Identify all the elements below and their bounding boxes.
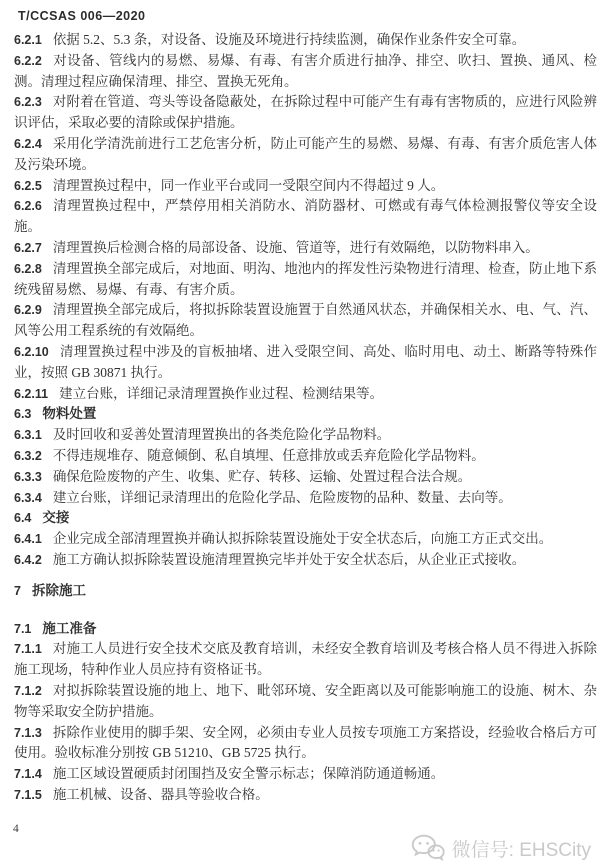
clause-paragraph [14,238,597,259]
clause-number: 6.2.11 [14,386,49,401]
clause-paragraph [14,51,597,93]
clause-paragraph [14,723,597,765]
clause-number: 6.4.2 [14,552,42,567]
clause-number: 6.2.3 [14,95,42,110]
clause-paragraph [14,342,597,384]
clause-paragraph [14,176,597,197]
clause-paragraph [14,764,597,785]
clause-number: 6.2.10 [14,344,49,359]
clause-number: 6.2.6 [14,199,42,214]
clause-text: 对附着在管道、弯头等设备隐蔽处，在拆除过程中可能产生有毒有害物质的，应进行风险辨识评估，采取必要的清除或保护措施。 [14,94,597,131]
clause-text: 清理置换全部完成后，对地面、明沟、地池内的挥发性污染物进行清理、检查，防止地下系统残留易燃、易爆、有毒、有害介质。 [14,260,597,297]
document-code-header: T/CCSAS 006—2020 [18,9,146,23]
clause-text: 拆除作业使用的脚手架、安全网，必须由专业人员按专项施工方案搭设，经验收合格后方可使用。验收标准分别按 GB 51210、GB 5725 执行。 [14,724,597,761]
clause-number: 7.1.5 [14,787,42,802]
clause-paragraph [14,529,597,550]
clause-paragraph [14,196,597,238]
clause-text: 对拟拆除装置设施的地上、地下、毗邻环境、安全距离以及可能影响施工的设施、树木、杂物等采取安全防护措施。 [14,682,597,719]
clause-number: 7.1.3 [14,725,42,740]
page-number: 4 [13,823,19,835]
clause-number: 7.1.1 [14,642,42,657]
clause-paragraph [14,134,597,176]
clause-text: 清理置换过程中，同一作业平台或同一受限空间内不得超过 9 人。 [52,177,445,193]
clause-text: 对设备、管线内的易燃、易爆、有毒、有害介质进行抽净、排空、吹扫、置换、通风、检测。清理过程应确保清理、排空、置换无死角。 [14,52,597,89]
clause-text: 不得违规堆存、随意倾倒、私自填埋、任意排放或丢弃危险化学品物料。 [52,447,485,463]
clause-text: 清理置换过程中，严禁停用相关消防水、消防器材、可燃或有毒气体检测报警仪等安全设施。 [14,198,597,235]
clause-text: 及时回收和妥善处置清理置换出的各类危险化学品物料。 [52,427,391,443]
clause-number: 6.4 [14,511,32,526]
clause-number: 6.3.3 [14,469,42,484]
clause-paragraph [14,384,597,405]
clause-paragraph [14,681,597,723]
section-heading [14,508,597,529]
clause-text: 施工方确认拟拆除装置设施清理置换完毕并处于安全状态后，从企业正式接收。 [52,551,526,567]
clause-number: 7 [14,583,21,598]
section-heading [14,404,597,425]
clause-paragraph [14,550,597,571]
clause-number: 6.4.1 [14,532,42,547]
clause-text: 拆除施工 [31,582,86,598]
clause-paragraph [14,425,597,446]
clause-number: 6.2.7 [14,240,42,255]
clause-text: 依据 5.2、5.3 条，对设备、设施及环境进行持续监测，确保作业条件安全可靠。 [52,32,526,47]
clause-paragraph [14,300,597,342]
clause-paragraph [14,259,597,301]
wechat-icon [411,834,445,862]
clause-number: 7.1.2 [14,683,42,698]
clause-number: 6.2.2 [14,53,42,68]
clause-paragraph [14,785,597,806]
clause-paragraph [14,30,597,51]
clause-number: 6.2.5 [14,178,42,193]
clause-text: 采用化学清洗前进行工艺危害分析，防止可能产生的易燃、易爆、有毒、有害介质危害人体及污染环境。 [14,135,597,172]
clause-text: 施工机械、设备、器具等验收合格。 [52,786,269,802]
clause-text: 建立台账，详细记录清理出的危险化学品、危险废物的品种、数量、去向等。 [52,489,512,505]
clause-paragraph [14,467,597,488]
clause-paragraph [14,446,597,467]
clause-text: 物料处置 [42,406,97,422]
clause-paragraph [14,92,597,134]
clause-text: 施工准备 [42,620,97,636]
clause-number: 6.3.4 [14,490,42,505]
clause-number: 6.2.9 [14,303,42,318]
chapter-heading [14,581,597,602]
section-heading [14,619,597,640]
clause-text: 交接 [42,510,70,526]
clause-number: 6.2.4 [14,136,42,151]
clause-paragraph [14,639,597,681]
clause-text: 对施工人员进行安全技术交底及教育培训，未经安全教育培训及考核合格人员不得进入拆除施工现场，特种作业人员应持有资格证书。 [14,641,597,678]
watermark-text: 微信号: EHSCity [451,839,591,861]
clause-paragraph [14,488,597,509]
clause-number: 6.2.1 [14,33,42,47]
clause-number: 7.1.4 [14,767,42,782]
clause-text: 清理置换过程中涉及的盲板抽堵、进入受限空间、高处、临时用电、动土、断路等特殊作业，按照 GB 30871 执行。 [14,343,597,380]
clause-text: 清理置换全部完成后，将拟拆除装置设施置于自然通风状态，并确保相关水、电、气、汽、风等公用工程系统的有效隔绝。 [14,302,597,339]
clause-text: 施工区域设置硬质封闭围挡及安全警示标志；保障消防通道畅通。 [52,766,445,782]
clause-number: 7.1 [14,621,32,636]
clause-text: 建立台账，详细记录清理置换作业过程、检测结果等。 [59,385,384,401]
wechat-watermark [411,834,591,862]
clause-number: 6.3.2 [14,448,42,463]
clause-text: 清理置换后检测合格的局部设备、设施、管道等，进行有效隔绝，以防物料串入。 [52,239,539,255]
clause-text: 企业完成全部清理置换并确认拟拆除装置设施处于安全状态后，向施工方正式交出。 [52,531,553,547]
clause-list [14,30,597,806]
clause-text: 确保危险废物的产生、收集、贮存、转移、运输、处置过程合法合规。 [52,468,472,484]
clause-number: 6.3 [14,407,32,422]
clause-number: 6.3.1 [14,428,42,443]
clause-number: 6.2.8 [14,261,42,276]
